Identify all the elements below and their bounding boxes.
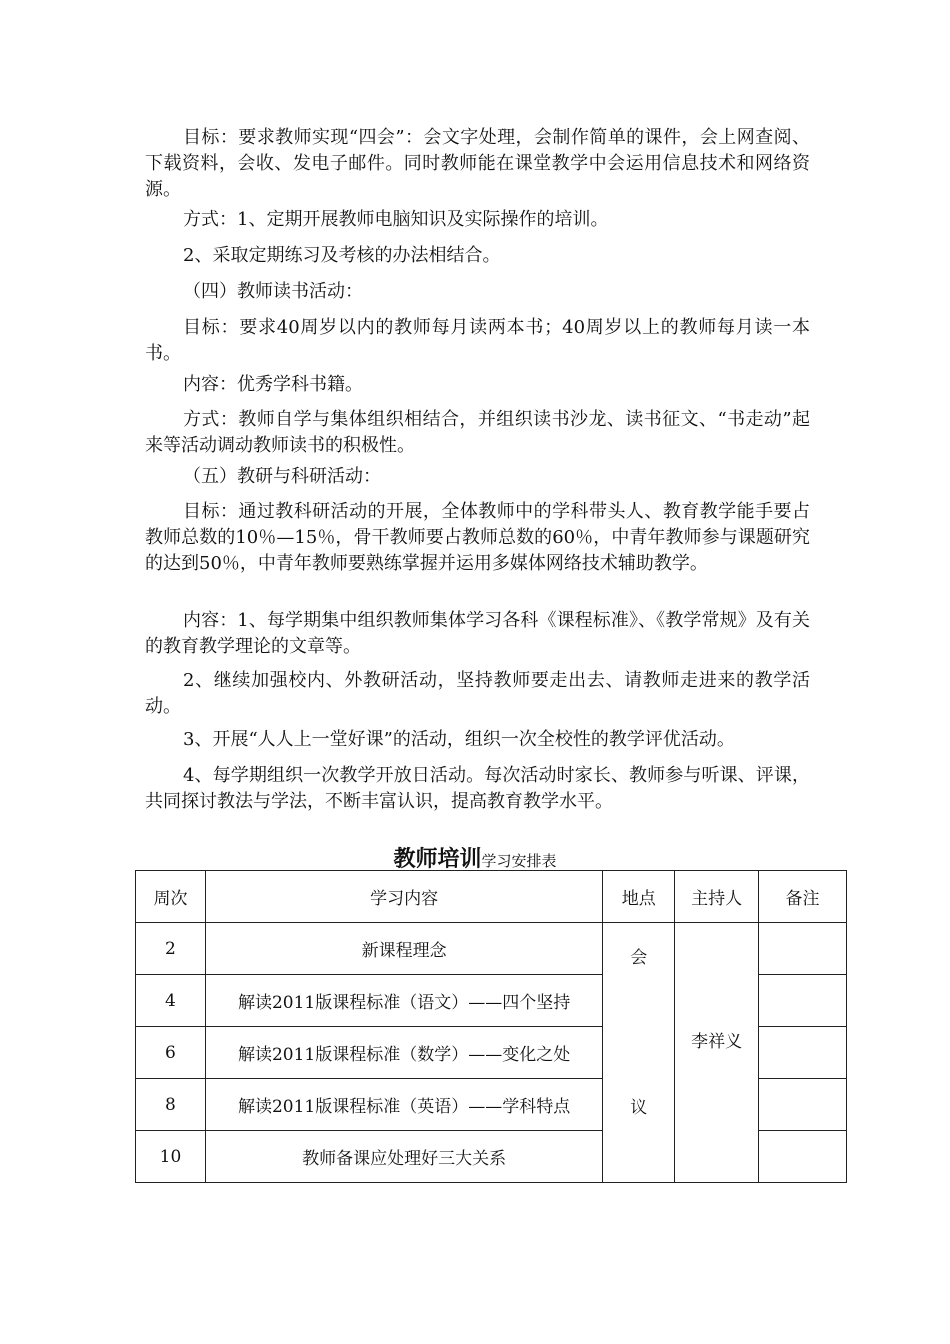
cell-content: 解读2011版课程标准（数学）——变化之处 [205, 1027, 602, 1079]
header-location: 地点 [603, 871, 675, 923]
section-heading-reading: （四）教师读书活动： [183, 281, 363, 302]
paragraph-research-content-4: 4、每学期组织一次教学开放日活动。每次活动时家长、教师参与听课、评课，共同探讨教法与学法，不断丰富认识，提高教育教学水平。 [145, 765, 810, 812]
table-header-row [136, 871, 847, 923]
table-title [0, 842, 950, 873]
location-text-top: 会 [630, 948, 648, 968]
training-schedule-table [135, 870, 847, 1183]
paragraph-research-goal: 目标：通过教科研活动的开展，全体教师中的学科带头人、教育教学能手要占教师总数的10％—15％，骨干教师要占教师总数的60％，中青年教师参与课题研究的达到50％，中青年教师要熟练掌握并运用多媒体网络技术辅助教学。 [145, 501, 810, 574]
header-content: 学习内容 [205, 871, 602, 923]
table-title-sub: 学习安排表 [481, 852, 557, 870]
paragraph-method-2: 2、采取定期练习及考核的办法相结合。 [183, 245, 501, 266]
location-text-bottom: 议 [630, 1098, 648, 1118]
cell-content: 新课程理念 [205, 923, 602, 975]
paragraph-goal-four-skills: 目标：要求教师实现“四会”：会文字处理，会制作简单的课件，会上网查阅、下载资料，会收、发电子邮件。同时教师能在课堂教学中会运用信息技术和网络资源。 [145, 127, 810, 200]
cell-week: 8 [136, 1079, 206, 1131]
paragraph-reading-method: 方式：教师自学与集体组织相结合，并组织读书沙龙、读书征文、“书走动”起来等活动调动教师读书的积极性。 [145, 409, 810, 456]
cell-notes [759, 1079, 847, 1131]
cell-location [603, 923, 675, 1183]
paragraph-method-1: 方式：1、定期开展教师电脑知识及实际操作的培训。 [183, 209, 609, 230]
cell-notes [759, 1027, 847, 1079]
cell-host [675, 923, 759, 1183]
header-notes: 备注 [759, 871, 847, 923]
paragraph-research-content-1: 内容：1、每学期集中组织教师集体学习各科《课程标准》、《教学常规》及有关的教育教学理论的文章等。 [145, 610, 810, 657]
host-name: 李祥义 [691, 1032, 743, 1052]
cell-week: 2 [136, 923, 206, 975]
header-host: 主持人 [675, 871, 759, 923]
cell-week: 10 [136, 1131, 206, 1183]
table-row [136, 923, 847, 975]
header-week: 周次 [136, 871, 206, 923]
paragraph-reading-goal: 目标：要求40周岁以内的教师每月读两本书；40周岁以上的教师每月读一本书。 [145, 317, 810, 364]
paragraph-reading-content: 内容：优秀学科书籍。 [183, 374, 363, 395]
cell-content: 解读2011版课程标准（英语）——学科特点 [205, 1079, 602, 1131]
cell-content: 教师备课应处理好三大关系 [205, 1131, 602, 1183]
cell-content: 解读2011版课程标准（语文）——四个坚持 [205, 975, 602, 1027]
cell-week: 6 [136, 1027, 206, 1079]
paragraph-research-content-2: 2、继续加强校内、外教研活动，坚持教师要走出去、请教师走进来的教学活动。 [145, 670, 810, 717]
section-heading-research: （五）教研与科研活动： [183, 466, 381, 487]
table-title-main: 教师培训 [393, 846, 482, 872]
cell-notes [759, 1131, 847, 1183]
cell-notes [759, 975, 847, 1027]
cell-notes [759, 923, 847, 975]
cell-week: 4 [136, 975, 206, 1027]
paragraph-research-content-3: 3、开展“人人上一堂好课”的活动，组织一次全校性的教学评优活动。 [183, 729, 735, 750]
